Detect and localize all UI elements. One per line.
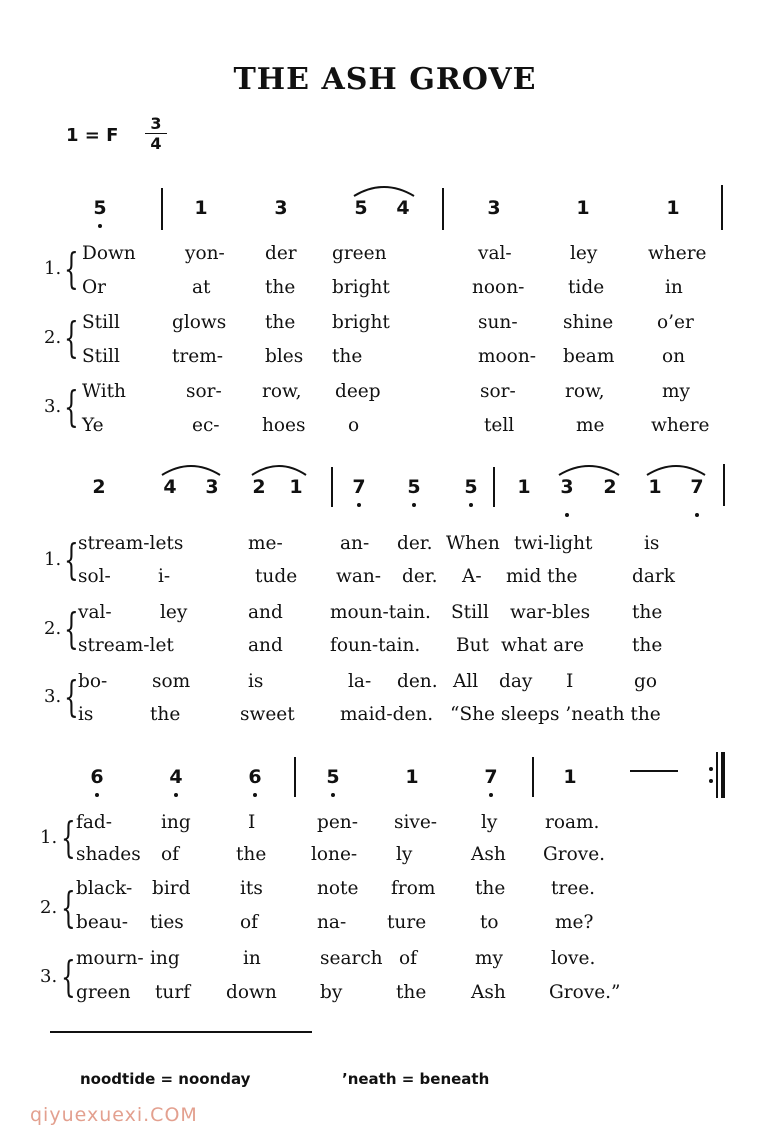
lyric: what are xyxy=(501,635,584,656)
lyric: moon- xyxy=(478,346,536,367)
note: 1 xyxy=(289,476,303,498)
slur xyxy=(352,182,416,198)
note: 5 xyxy=(464,476,478,498)
lyric: love. xyxy=(551,948,596,969)
lyric: the xyxy=(150,704,181,725)
lyric: my xyxy=(475,948,503,969)
lyric: yon- xyxy=(185,243,225,264)
lyric: noon- xyxy=(472,277,525,298)
lyric: la- xyxy=(348,671,372,692)
lyric: on xyxy=(662,346,686,367)
lyric: I xyxy=(248,812,256,833)
lyric: turf xyxy=(155,982,191,1003)
lyric: its xyxy=(240,878,263,899)
lyric: foun-tain. xyxy=(330,635,421,656)
footnote-rule xyxy=(50,1031,312,1033)
slur xyxy=(645,461,707,477)
note: 2 xyxy=(603,476,617,498)
lyric: and xyxy=(248,602,283,623)
lyric: o xyxy=(348,415,360,436)
note: 4 xyxy=(396,197,410,219)
barline xyxy=(294,757,296,797)
lyric: ly xyxy=(396,844,413,865)
lyric: and xyxy=(248,635,283,656)
footnote: ’neath = beneath xyxy=(342,1070,490,1088)
lyric: ley xyxy=(160,602,188,623)
note: 2 xyxy=(252,476,266,498)
lyric: Down xyxy=(82,243,136,264)
verse-number: 1. xyxy=(44,549,62,570)
slur xyxy=(160,461,222,477)
lyric: Still xyxy=(82,312,120,333)
lyric: o’er xyxy=(657,312,694,333)
lyric: i- xyxy=(158,566,171,587)
lyric: me- xyxy=(248,533,283,554)
lyric: na- xyxy=(317,912,347,933)
note: 3 xyxy=(560,476,574,498)
barline xyxy=(532,757,534,797)
lyric: by xyxy=(320,982,343,1003)
verse-number: 3. xyxy=(44,396,62,417)
lyric: ing xyxy=(161,812,191,833)
lyric: ly xyxy=(481,812,498,833)
lyric: lone- xyxy=(311,844,358,865)
lyric: som xyxy=(152,671,191,692)
lyric: Still xyxy=(451,602,489,623)
lyric: tell xyxy=(484,415,515,436)
lyric: of xyxy=(240,912,258,933)
lyric: is xyxy=(248,671,264,692)
verse-number: 1. xyxy=(44,258,62,279)
lyric: green xyxy=(332,243,387,264)
lyric: ties xyxy=(150,912,184,933)
lyric: green xyxy=(76,982,131,1003)
lyric: When xyxy=(446,533,500,554)
lyric: val- xyxy=(78,602,112,623)
lyric: ing xyxy=(150,948,180,969)
lyric: Or xyxy=(82,277,107,298)
verse-number: 2. xyxy=(40,897,58,918)
lyric: Still xyxy=(82,346,120,367)
key-signature: 1 = F xyxy=(66,125,119,146)
note: 7 xyxy=(690,476,704,498)
lyric: A- xyxy=(462,566,482,587)
lyric: With xyxy=(82,381,126,402)
lyric: der. xyxy=(402,566,438,587)
lyric: in xyxy=(243,948,261,969)
lyric: war-bles xyxy=(510,602,591,623)
low-octave-dot xyxy=(489,793,493,797)
low-octave-dot xyxy=(695,513,699,517)
low-octave-dot xyxy=(565,513,569,517)
note: 6 xyxy=(90,766,104,788)
verse-brace: { xyxy=(64,672,79,721)
note: 3 xyxy=(487,197,501,219)
note: 1 xyxy=(563,766,577,788)
song-title: THE ASH GROVE xyxy=(233,62,537,97)
verse-number: 3. xyxy=(40,966,58,987)
lyric: search xyxy=(320,948,383,969)
barline xyxy=(331,467,333,507)
lyric: my xyxy=(662,381,690,402)
lyric: sor- xyxy=(186,381,222,402)
lyric: But xyxy=(456,635,489,656)
lyric: me? xyxy=(555,912,594,933)
note: 5 xyxy=(326,766,340,788)
hold-dash xyxy=(630,770,678,772)
lyric: der xyxy=(265,243,297,264)
lyric: maid-den. xyxy=(340,704,434,725)
low-octave-dot xyxy=(469,503,473,507)
lyric: glows xyxy=(172,312,227,333)
lyric: sor- xyxy=(480,381,516,402)
lyric: down xyxy=(226,982,277,1003)
lyric: sol- xyxy=(78,566,111,587)
low-octave-dot xyxy=(253,793,257,797)
lyric: Ye xyxy=(82,415,104,436)
barline xyxy=(161,188,163,230)
lyric: at xyxy=(192,277,211,298)
low-octave-dot xyxy=(95,793,99,797)
lyric: ley xyxy=(570,243,598,264)
note: 4 xyxy=(163,476,177,498)
lyric: the xyxy=(475,878,506,899)
lyric: me xyxy=(576,415,605,436)
lyric: is xyxy=(78,704,94,725)
lyric: black- xyxy=(76,878,133,899)
barline xyxy=(721,185,723,230)
lyric: hoes xyxy=(262,415,306,436)
lyric: the xyxy=(236,844,267,865)
note: 6 xyxy=(248,766,262,788)
lyric: bird xyxy=(152,878,191,899)
lyric: day xyxy=(499,671,533,692)
time-signature xyxy=(145,114,167,153)
low-octave-dot xyxy=(174,793,178,797)
lyric: pen- xyxy=(317,812,358,833)
time-signature-top: 3 xyxy=(145,114,167,134)
lyric: is xyxy=(644,533,660,554)
lyric: the xyxy=(265,312,296,333)
repeat-dot xyxy=(709,779,713,783)
lyric: fad- xyxy=(76,812,112,833)
lyric: beau- xyxy=(76,912,128,933)
lyric: tude xyxy=(255,566,298,587)
note: 3 xyxy=(205,476,219,498)
note: 1 xyxy=(194,197,208,219)
lyric: where xyxy=(651,415,710,436)
lyric: shades xyxy=(76,844,141,865)
lyric: tide xyxy=(568,277,605,298)
low-octave-dot xyxy=(98,224,102,228)
verse-number: 3. xyxy=(44,686,62,707)
verse-brace: { xyxy=(64,313,79,362)
note: 5 xyxy=(93,197,107,219)
lyric: bright xyxy=(332,312,390,333)
repeat-dot xyxy=(709,767,713,771)
lyric: in xyxy=(665,277,683,298)
lyric: bo- xyxy=(78,671,108,692)
lyric: mourn- xyxy=(76,948,144,969)
lyric: the xyxy=(632,635,663,656)
verse-number: 2. xyxy=(44,618,62,639)
lyric: sun- xyxy=(478,312,518,333)
lyric: row, xyxy=(565,381,605,402)
lyric: ture xyxy=(387,912,427,933)
slur xyxy=(557,461,621,477)
lyric: the xyxy=(265,277,296,298)
lyric: sive- xyxy=(394,812,438,833)
lyric: go xyxy=(634,671,657,692)
lyric: Ash xyxy=(471,844,506,865)
verse-brace: { xyxy=(64,604,79,653)
lyric: bles xyxy=(265,346,304,367)
lyric: shine xyxy=(563,312,614,333)
low-octave-dot xyxy=(357,503,361,507)
verse-brace: { xyxy=(61,883,76,932)
note: 3 xyxy=(274,197,288,219)
repeat-barline xyxy=(716,752,718,798)
barline xyxy=(442,188,444,230)
note: 5 xyxy=(354,197,368,219)
note: 1 xyxy=(517,476,531,498)
lyric: stream-let xyxy=(78,635,174,656)
lyric: the xyxy=(632,602,663,623)
lyric: of xyxy=(399,948,417,969)
repeat-barline-thick xyxy=(721,752,725,798)
lyric: trem- xyxy=(172,346,224,367)
lyric: note xyxy=(317,878,359,899)
lyric: row, xyxy=(262,381,302,402)
lyric: deep xyxy=(335,381,381,402)
lyric: All xyxy=(453,671,479,692)
note: 2 xyxy=(92,476,106,498)
note: 5 xyxy=(407,476,421,498)
lyric: Grove. xyxy=(543,844,606,865)
verse-brace: { xyxy=(64,382,79,431)
lyric: “She sleeps ’neath the xyxy=(450,704,661,725)
verse-number: 2. xyxy=(44,327,62,348)
lyric: to xyxy=(480,912,499,933)
note: 1 xyxy=(576,197,590,219)
verse-number: 1. xyxy=(40,827,58,848)
note: 1 xyxy=(648,476,662,498)
lyric: der. xyxy=(397,533,433,554)
lyric: I xyxy=(566,671,574,692)
barline xyxy=(723,464,725,506)
lyric: tree. xyxy=(551,878,596,899)
note: 1 xyxy=(666,197,680,219)
lyric: beam xyxy=(563,346,615,367)
lyric: den. xyxy=(397,671,438,692)
lyric: the xyxy=(332,346,363,367)
time-signature-bottom: 4 xyxy=(150,134,162,153)
lyric: roam. xyxy=(545,812,600,833)
lyric: sweet xyxy=(240,704,295,725)
lyric: bright xyxy=(332,277,390,298)
lyric: Ash xyxy=(471,982,506,1003)
lyric: the xyxy=(396,982,427,1003)
lyric: from xyxy=(391,878,436,899)
barline xyxy=(493,467,495,507)
slur xyxy=(250,461,308,477)
lyric: moun-tain. xyxy=(330,602,431,623)
lyric: stream-lets xyxy=(78,533,184,554)
note: 1 xyxy=(405,766,419,788)
lyric: of xyxy=(161,844,179,865)
verse-brace: { xyxy=(61,813,76,862)
lyric: an- xyxy=(340,533,370,554)
low-octave-dot xyxy=(412,503,416,507)
verse-brace: { xyxy=(64,535,79,584)
lyric: where xyxy=(648,243,707,264)
lyric: mid the xyxy=(506,566,578,587)
footnote: noodtide = noonday xyxy=(80,1070,251,1088)
lyric: dark xyxy=(632,566,675,587)
lyric: Grove.” xyxy=(549,982,621,1003)
lyric: wan- xyxy=(336,566,382,587)
lyric: twi-light xyxy=(514,533,593,554)
note: 7 xyxy=(484,766,498,788)
lyric: val- xyxy=(478,243,512,264)
verse-brace: { xyxy=(61,952,76,1001)
note: 4 xyxy=(169,766,183,788)
lyric: ec- xyxy=(192,415,220,436)
watermark: qiyuexuexi.COM xyxy=(30,1104,198,1126)
low-octave-dot xyxy=(331,793,335,797)
verse-brace: { xyxy=(64,244,79,293)
note: 7 xyxy=(352,476,366,498)
